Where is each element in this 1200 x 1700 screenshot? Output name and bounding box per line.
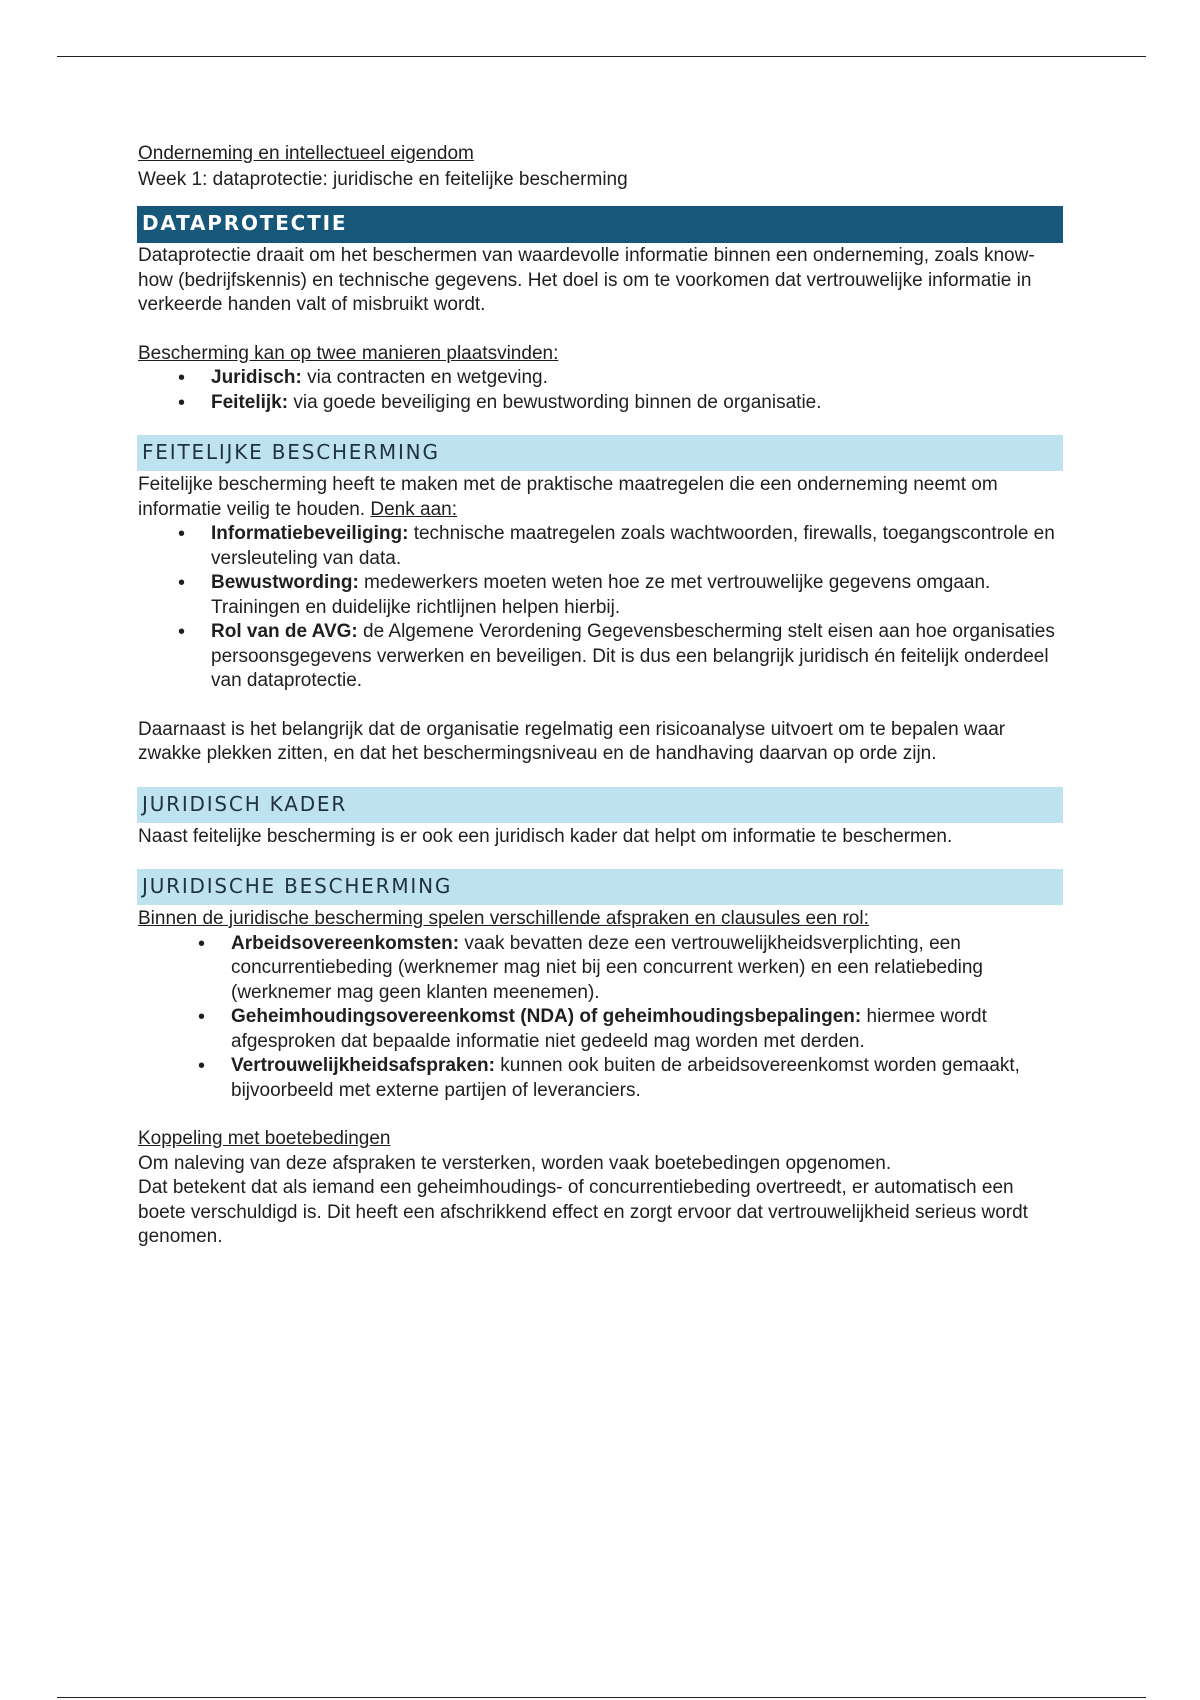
list-item-term: Juridisch: (211, 367, 302, 388)
list-item (138, 932, 1062, 1006)
section-heading-juridisch-kader: JURIDISCH KADER (137, 787, 1063, 823)
list-item-text: medewerkers moeten weten hoe ze met vertrouwelijke gegevens omgaan. Trainingen en duidelijke richtlijnen helpen hierbij. (211, 572, 991, 618)
koppeling-title: Koppeling met boetebedingen (138, 1128, 391, 1149)
juridisch-list (138, 932, 1062, 1104)
list-item-text: vaak bevatten deze een vertrouwelijkheidsverplichting, een concurrentiebeding (werknemer mag niet bij een concurrent werken) en een relatiebeding (werknemer mag geen klanten meenemen). (231, 932, 983, 1003)
list-item-text: technische maatregelen zoals wachtwoorden, firewalls, toegangscontrole en versleuteling van data. (211, 523, 1055, 569)
list-item (138, 522, 1062, 571)
list-item (138, 620, 1062, 694)
section-heading-dataprotectie: DATAPROTECTIE (137, 206, 1063, 243)
juridisch-list-title: Binnen de juridische bescherming spelen verschillende afspraken en clausules een rol: (138, 908, 869, 929)
list-item-text: via contracten en wetgeving. (301, 367, 548, 388)
list-item-term: Geheimhoudingsovereenkomst (NDA) of geheimhoudingsbepalingen: (231, 1006, 862, 1027)
document-body (138, 142, 1062, 1250)
spacer (138, 318, 1062, 342)
feitelijk-intro (138, 473, 1062, 522)
document-title: Onderneming en intellectueel eigendom (138, 143, 474, 164)
dataprotectie-list-title: Bescherming kan op twee manieren plaatsvinden: (138, 342, 559, 364)
feitelijk-intro-denk-aan: Denk aan: (370, 498, 457, 520)
feitelijk-intro-text: Feitelijke bescherming heeft te maken met de praktische maatregelen die een onderneming neemt om informatie veilig te houden. (138, 474, 998, 520)
koppeling-line-2: Dat betekent dat als iemand een geheimhoudings- of concurrentiebeding overtreedt, er automatisch een boete verschuldigd is. Dit heeft een afschrikkend effect en zorgt ervoor dat vertrouwelijkheid serieus wordt genomen. (138, 1177, 1028, 1247)
list-item (138, 571, 1062, 620)
list-item-text: via goede beveiliging en bewustwording binnen de organisatie. (288, 391, 822, 413)
list-item (138, 391, 1062, 416)
list-item (138, 366, 1062, 391)
document-subtitle: Week 1: dataprotectie: juridische en feitelijke bescherming (138, 168, 628, 190)
list-item-text: hiermee wordt afgesproken dat bepaalde informatie niet gedeeld mag worden met derden. (231, 1006, 987, 1052)
list-item-term: Vertrouwelijkheidsafspraken: (231, 1055, 495, 1076)
list-item-term: Rol van de AVG: (211, 621, 358, 642)
list-item (138, 1005, 1062, 1054)
dataprotectie-list (138, 366, 1062, 415)
list-item-term: Arbeidsovereenkomsten: (231, 932, 460, 954)
feitelijk-outro: Daarnaast is het belangrijk dat de organisatie regelmatig een risicoanalyse uitvoert om te bepalen waar zwakke plekken zitten, en dat het beschermingsniveau en de handhaving daarvan op orde zijn. (138, 718, 1006, 764)
list-item-text: kunnen ook buiten de arbeidsovereenkomst worden gemaakt, bijvoorbeeld met externe partijen of leveranciers. (231, 1055, 1020, 1101)
koppeling-line-1: Om naleving van deze afspraken te versterken, worden vaak boetebedingen opgenomen. (138, 1152, 892, 1174)
page-bottom-rule (57, 1697, 1146, 1698)
dataprotectie-intro: Dataprotectie draait om het beschermen van waardevolle informatie binnen een onderneming, zoals know-how (bedrijfskennis) en technische gegevens. Het doel is om te voorkomen dat vertrouwelijke informatie in verkeerde handen valt of misbruikt wordt. (138, 245, 1035, 315)
section-heading-juridische-bescherming: JURIDISCHE BESCHERMING (137, 869, 1063, 905)
section-heading-feitelijke-bescherming: FEITELIJKE BESCHERMING (137, 435, 1063, 471)
list-item-term: Informatiebeveiliging: (211, 523, 409, 544)
spacer (138, 694, 1062, 718)
kader-text: Naast feitelijke bescherming is er ook een juridisch kader dat helpt om informatie te beschermen. (138, 825, 953, 847)
list-item-text: de Algemene Verordening Gegevensbescherming stelt eisen aan hoe organisaties persoonsgegevens verwerken en beveiligen. Dit is dus een belangrijk juridisch én feitelijk onderdeel van dataprotectie. (211, 621, 1055, 691)
page-top-rule (57, 56, 1146, 57)
list-item-term: Feitelijk: (211, 391, 289, 413)
spacer (138, 1103, 1062, 1127)
list-item-term: Bewustwording: (211, 572, 359, 593)
list-item (138, 1054, 1062, 1103)
feitelijk-list (138, 522, 1062, 694)
